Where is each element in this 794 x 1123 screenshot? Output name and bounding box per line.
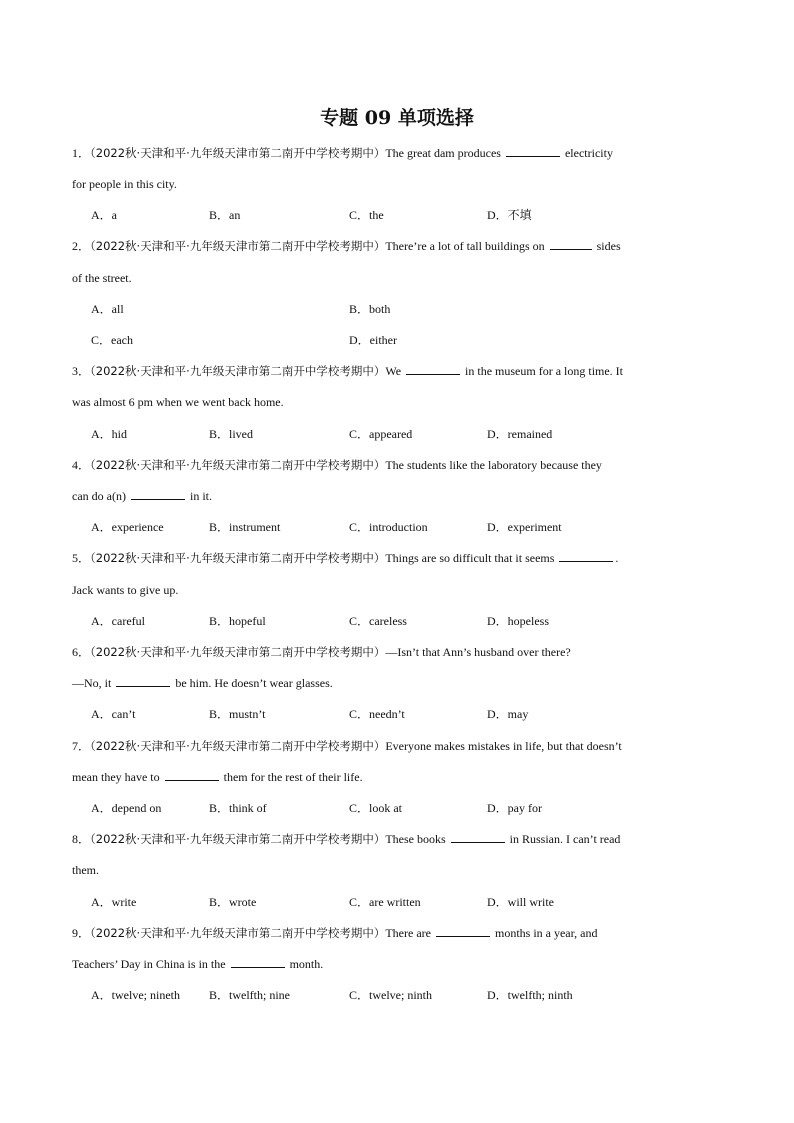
option-b: B．wrote [209, 895, 257, 909]
question-7-line-1 [72, 738, 622, 754]
question-1-line-1 [72, 145, 613, 161]
question-3-line-2: was almost 6 pm when we went back home. [72, 395, 284, 409]
option-a: A．all [91, 302, 124, 316]
option-c: C．needn’t [349, 707, 405, 721]
question-4-line-1 [72, 457, 602, 473]
question-5-line-1 [72, 550, 618, 566]
question-2-line-1 [72, 238, 621, 254]
option-b: B．both [349, 302, 391, 316]
option-d: D．pay for [487, 801, 542, 815]
question-source: （2022秋·天津和平·九年级天津市第二南开中学校考期中） [90, 458, 386, 472]
question-text: . [615, 551, 619, 565]
question-number: 5． [72, 551, 91, 565]
question-number: 1． [72, 146, 91, 160]
question-source: （2022秋·天津和平·九年级天津市第二南开中学校考期中） [90, 832, 386, 846]
question-text: months in a year, and [494, 926, 598, 940]
question-text: electricity [564, 146, 613, 160]
question-text: There’re a lot of tall buildings on [385, 239, 545, 253]
question-number: 4． [72, 458, 91, 472]
question-source: （2022秋·天津和平·九年级天津市第二南开中学校考期中） [90, 645, 386, 659]
option-c: C．twelve; ninth [349, 988, 432, 1002]
option-d: D．hopeless [487, 614, 549, 628]
question-text: Teachers’ Day in China is in the [72, 957, 226, 971]
option-b: B．mustn’t [209, 707, 266, 721]
question-text: in it. [189, 489, 212, 503]
question-9-line-2 [72, 956, 323, 972]
option-a: A．experience [91, 520, 164, 534]
question-text: month. [289, 957, 324, 971]
option-c: C．the [349, 208, 384, 222]
question-text: sides [596, 239, 621, 253]
question-text: These books [385, 832, 446, 846]
answer-blank [116, 675, 170, 687]
option-d: D．experiment [487, 520, 562, 534]
question-text: —Isn’t that Ann’s husband over there? [385, 645, 571, 659]
answer-blank [406, 363, 460, 375]
question-source: （2022秋·天津和平·九年级天津市第二南开中学校考期中） [90, 926, 386, 940]
option-b: B．hopeful [209, 614, 266, 628]
question-text: There are [385, 926, 431, 940]
question-number: 3． [72, 364, 91, 378]
question-text: them for the rest of their life. [223, 770, 363, 784]
question-text: in the museum for a long time. It [465, 364, 624, 378]
question-text: We [385, 364, 402, 378]
answer-blank [550, 238, 592, 250]
option-c: C．appeared [349, 427, 413, 441]
option-a: A．twelve; nineth [91, 988, 180, 1002]
option-d: D．either [349, 333, 397, 347]
question-text: in Russian. I can’t read [509, 832, 621, 846]
question-source: （2022秋·天津和平·九年级天津市第二南开中学校考期中） [90, 146, 386, 160]
option-a: A．write [91, 895, 137, 909]
answer-blank [131, 488, 185, 500]
option-b: B．instrument [209, 520, 281, 534]
option-a: A．can’t [91, 707, 136, 721]
option-d: D．remained [487, 427, 553, 441]
question-2-line-2: of the street. [72, 271, 132, 285]
option-a: A．hid [91, 427, 128, 441]
question-number: 2． [72, 239, 91, 253]
option-d: D．twelfth; ninth [487, 988, 573, 1002]
question-3-line-1 [72, 363, 623, 379]
option-c: C．introduction [349, 520, 428, 534]
question-6-line-2 [72, 675, 333, 691]
question-4-line-2 [72, 488, 212, 504]
option-b: B．twelfth; nine [209, 988, 290, 1002]
option-d: D．may [487, 707, 529, 721]
question-source: （2022秋·天津和平·九年级天津市第二南开中学校考期中） [90, 364, 386, 378]
question-8-line-2: them. [72, 863, 99, 877]
answer-blank [506, 145, 560, 157]
question-number: 6． [72, 645, 91, 659]
question-number: 7． [72, 739, 91, 753]
question-6-line-1 [72, 644, 571, 660]
question-7-line-2 [72, 769, 363, 785]
question-1-line-2: for people in this city. [72, 177, 177, 191]
question-text: The great dam produces [385, 146, 501, 160]
answer-blank [559, 550, 613, 562]
option-a: A．a [91, 208, 117, 222]
question-text: The students like the laboratory because they [385, 458, 602, 472]
answer-blank [436, 925, 490, 937]
question-text: mean they have to [72, 770, 160, 784]
option-b: B．think of [209, 801, 267, 815]
option-d: D．不填 [487, 208, 532, 222]
option-c: C．each [91, 333, 133, 347]
question-text: can do a(n) [72, 489, 126, 503]
page-title: 专题 09 单项选择 [320, 107, 474, 129]
question-source: （2022秋·天津和平·九年级天津市第二南开中学校考期中） [90, 239, 386, 253]
option-b: B．an [209, 208, 241, 222]
question-text: Things are so difficult that it seems [385, 551, 555, 565]
answer-blank [231, 956, 285, 968]
option-c: C．look at [349, 801, 402, 815]
option-a: A．careful [91, 614, 145, 628]
option-b: B．lived [209, 427, 253, 441]
question-text: —No, it [72, 676, 112, 690]
question-source: （2022秋·天津和平·九年级天津市第二南开中学校考期中） [90, 739, 386, 753]
question-text: Everyone makes mistakes in life, but that doesn’t [385, 739, 622, 753]
option-c: C．are written [349, 895, 421, 909]
question-number: 8． [72, 832, 91, 846]
option-d: D．will write [487, 895, 554, 909]
answer-blank [451, 831, 505, 843]
answer-blank [165, 769, 219, 781]
question-number: 9． [72, 926, 91, 940]
question-source: （2022秋·天津和平·九年级天津市第二南开中学校考期中） [90, 551, 386, 565]
option-c: C．careless [349, 614, 407, 628]
question-5-line-2: Jack wants to give up. [72, 583, 179, 597]
option-a: A．depend on [91, 801, 162, 815]
question-text: be him. He doesn’t wear glasses. [175, 676, 333, 690]
question-8-line-1 [72, 831, 620, 847]
question-9-line-1 [72, 925, 597, 941]
